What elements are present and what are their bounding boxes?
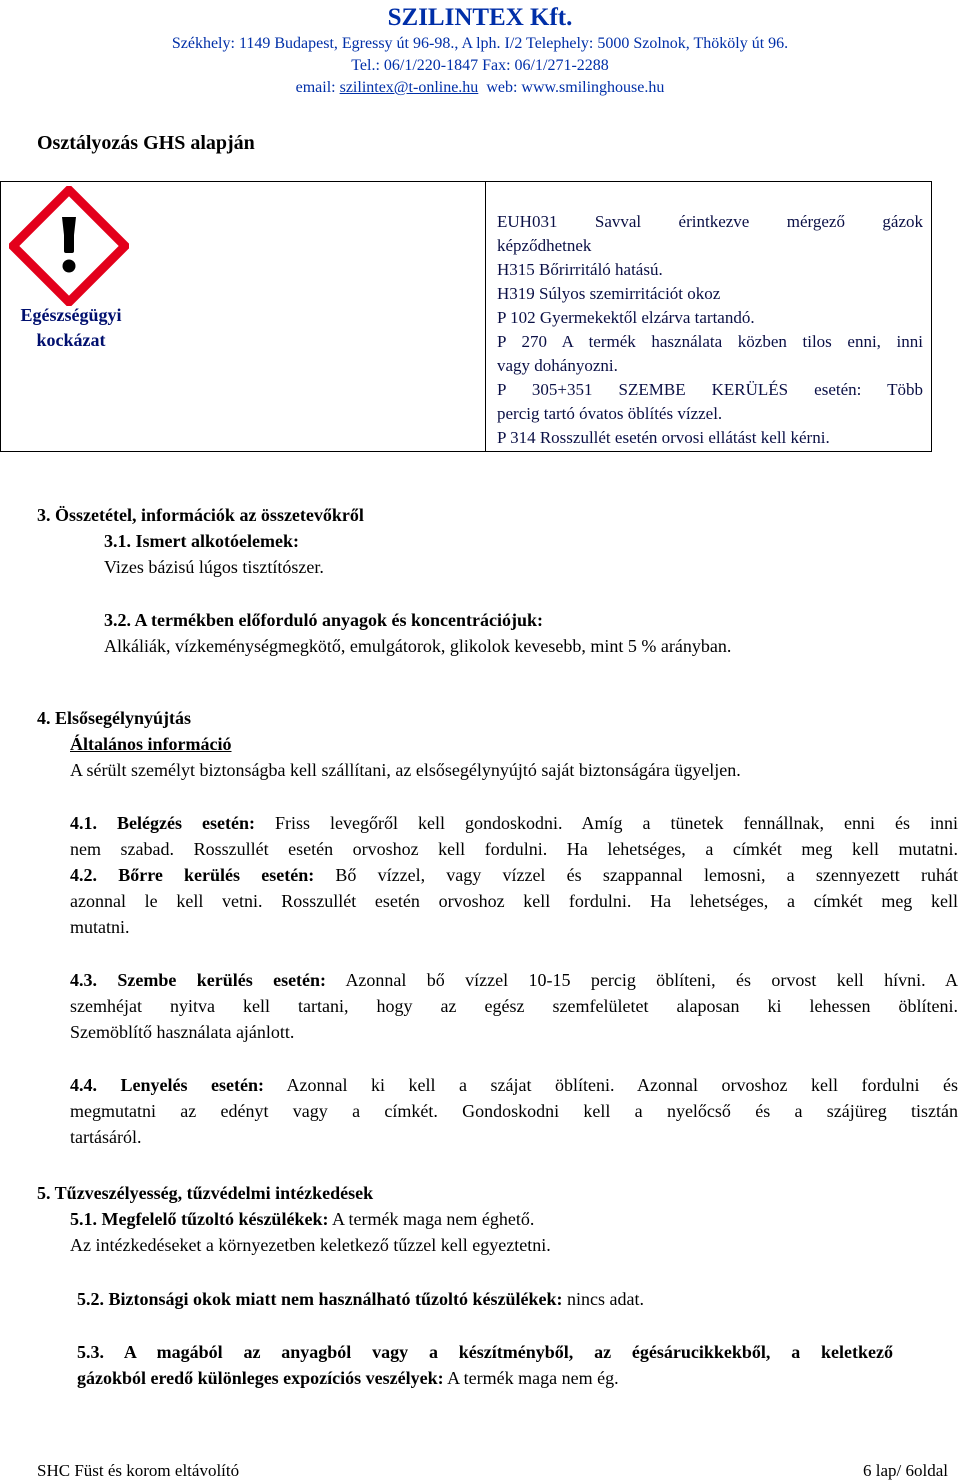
email-link[interactable]: szilintex@t-online.hu <box>339 79 479 96</box>
skin-line1: 4.2. Bőrre kerülés esetén: Bő vízzel, vagy vízzel és szappannal lemosni, a szennyezett ruhát <box>70 865 958 885</box>
inhalation-line2: nem szabad. Rosszullét esetén orvoshoz kell fordulni. Ha lehetséges, a címkét meg kell mutatni. <box>70 839 958 859</box>
ghs-table <box>0 181 932 452</box>
ingestion-line1: 4.4. Lenyelés esetén: Azonnal ki kell a szájat öblíteni. Azonnal orvoshoz kell fordulni és <box>70 1075 958 1095</box>
general-info-heading: Általános információ <box>70 734 232 754</box>
company-contact <box>0 79 960 97</box>
table-divider <box>485 182 486 451</box>
extinguisher-line1: 5.1. Megfelelő tűzoltó készülékek: A termék maga nem éghető. <box>70 1209 535 1229</box>
ghs-heading: Osztályozás GHS alapján <box>37 132 255 154</box>
statement-line: EUH031 Savval érintkezve mérgező gázok <box>497 212 923 231</box>
hazard-statements <box>497 210 923 450</box>
statement-line: percig tartó óvatos öblítés vízzel. <box>497 404 723 423</box>
section3-2-heading: 3.2. A termékben előforduló anyagok és koncentrációjuk: <box>104 610 543 630</box>
inhalation-line1: 4.1. Belégzés esetén: Friss levegőről kell gondoskodni. Amíg a tünetek fennállnak, enni és inni <box>70 813 958 833</box>
statement-line: vagy dohányozni. <box>497 356 618 375</box>
eye-line1: 4.3. Szembe kerülés esetén: Azonnal bő vízzel 10-15 percig öblíteni, és orvost kell hívni. A <box>70 970 959 990</box>
section3-2-text: Alkáliák, vízkeménységmegkötő, emulgátorok, glikolok kevesebb, mint 5 % arányban. <box>104 636 732 656</box>
company-name: SZILINTEX Kft. <box>387 4 573 31</box>
company-phone: Tel.: 06/1/220-1847 Fax: 06/1/271-2288 <box>351 57 609 74</box>
company-address: Székhely: 1149 Budapest, Egressy út 96-98., A lph. I/2 Telephely: 5000 Szolnok, Thököly út 96. <box>171 35 789 52</box>
extinguisher-label: 5.1. Megfelelő tűzoltó készülékek: <box>70 1209 329 1229</box>
unsuitable-label: 5.2. Biztonsági okok miatt nem használható tűzoltó készülékek: <box>77 1289 563 1309</box>
special-hazards-line2: gázokból eredő különleges expozíciós veszélyek: A termék maga nem ég. <box>77 1368 619 1388</box>
email-label: email: <box>295 79 336 96</box>
statement-line: P 305+351 SZEMBE KERÜLÉS esetén: Több <box>497 380 923 399</box>
ingestion-line2: megmutatni az edényt vagy a címkét. Gondoskodni kell a nyelőcső és a szájüreg tisztán <box>70 1101 958 1121</box>
section3-heading: 3. Összetétel, információk az összetevőkről <box>37 505 364 525</box>
eye-line3: Szemöblítő használata ajánlott. <box>70 1022 295 1042</box>
skin-line3: mutatni. <box>70 917 130 937</box>
ingestion-line3: tartásáról. <box>70 1127 142 1147</box>
web-link[interactable]: www.smilinghouse.hu <box>521 79 665 96</box>
statement-line: P 314 Rosszullét esetén orvosi ellátást kell kérni. <box>497 428 830 447</box>
general-info-text: A sérült személyt biztonságba kell szállítani, az elsősegélynyújtó saját biztonságára ügyeljen. <box>70 760 741 780</box>
hazard-label-line2: kockázat <box>36 330 106 350</box>
footer-product: SHC Füst és korom eltávolító <box>37 1461 240 1480</box>
statement-line: H319 Súlyos szemirritációt okoz <box>497 284 721 303</box>
special-hazards-line1: 5.3. A magából az anyagból vagy a készítményből, az égésárucikkekből, a keletkező <box>77 1342 893 1362</box>
eye-line2: szemhéjat nyitva kell tartani, hogy az egész szemfelületet alaposan ki lehessen öblíteni. <box>70 996 958 1016</box>
section3-1-heading: 3.1. Ismert alkotóelemek: <box>104 531 299 551</box>
ingestion-label: 4.4. Lenyelés esetén: <box>70 1075 264 1095</box>
section4-heading: 4. Elsősegélynyújtás <box>37 708 192 728</box>
hazard-label <box>1 303 141 353</box>
web-label: web: <box>486 79 518 96</box>
footer-page: 6 lap/ 6oldal <box>863 1461 948 1480</box>
section5-heading: 5. Tűzveszélyesség, tűzvédelmi intézkedések <box>37 1183 374 1203</box>
exclamation-mark-icon <box>9 186 129 306</box>
skin-line2: azonnal le kell vetni. Rosszullét esetén orvoshoz kell fordulni. Ha lehetséges, a címkét meg kell <box>70 891 958 911</box>
inhalation-label: 4.1. Belégzés esetén: <box>70 813 255 833</box>
statement-line: P 102 Gyermekektől elzárva tartandó. <box>497 308 755 327</box>
unsuitable-extinguisher: 5.2. Biztonsági okok miatt nem használható tűzoltó készülékek: nincs adat. <box>77 1289 645 1309</box>
special-hazards-label: gázokból eredő különleges expozíciós veszélyek: <box>77 1368 444 1388</box>
statement-line: P 270 A termék használata közben tilos enni, inni <box>497 332 923 351</box>
skin-label: 4.2. Bőrre kerülés esetén: <box>70 865 315 885</box>
statement-line: képződhetnek <box>497 236 592 255</box>
statement-line: H315 Bőrirritáló hatású. <box>497 260 663 279</box>
section3-1-text: Vizes bázisú lúgos tisztítószer. <box>104 557 324 577</box>
extinguisher-line2: Az intézkedéseket a környezetben keletkező tűzzel kell egyeztetni. <box>70 1235 551 1255</box>
eye-label: 4.3. Szembe kerülés esetén: <box>70 970 327 990</box>
hazard-label-line1: Egészségügyi <box>20 305 122 325</box>
